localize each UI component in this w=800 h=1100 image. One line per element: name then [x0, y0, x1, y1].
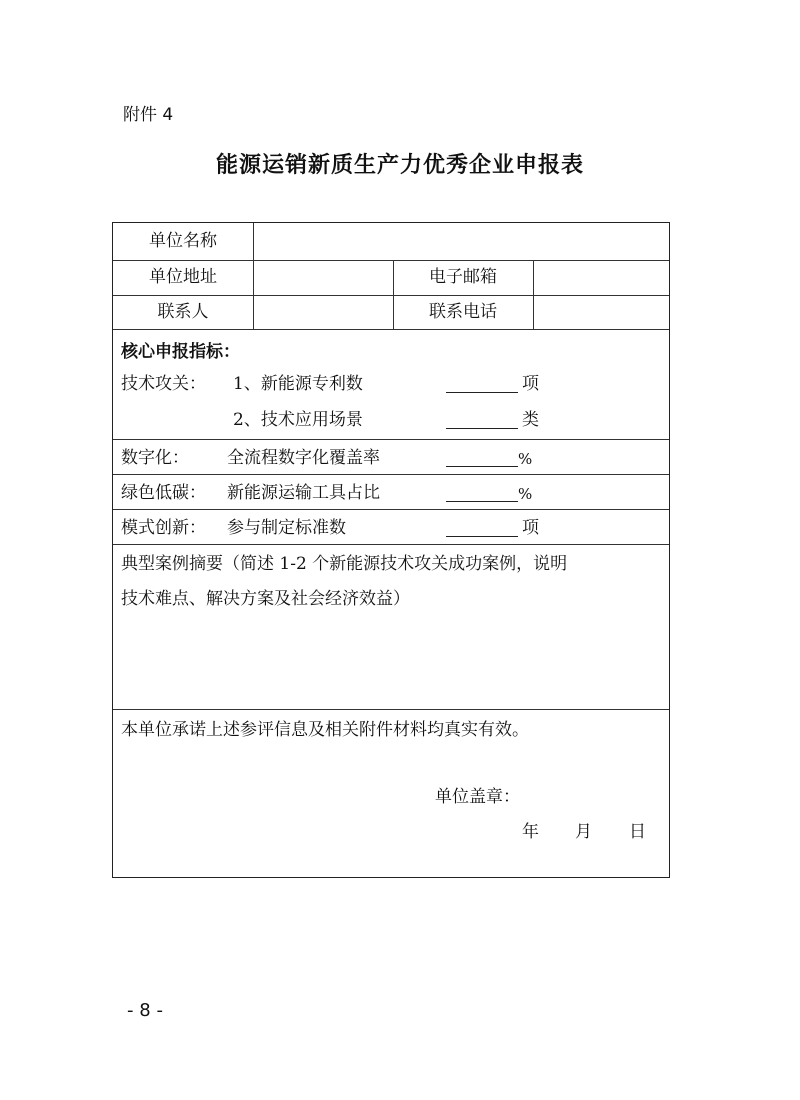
- row-divider: [113, 329, 669, 330]
- row-divider: [113, 295, 669, 296]
- digital-coverage-blank[interactable]: [446, 466, 518, 467]
- seal-label: 单位盖章：: [435, 787, 520, 807]
- date-year-label: 年: [522, 822, 539, 842]
- page-number: - 8 -: [127, 1000, 163, 1021]
- row-divider: [113, 709, 669, 710]
- application-form: [112, 222, 670, 878]
- row-divider: [113, 260, 669, 261]
- commitment-statement: 本单位承诺上述参评信息及相关附件材料均真实有效。: [121, 720, 529, 740]
- email-field[interactable]: [535, 262, 669, 294]
- green-ratio-blank[interactable]: [446, 501, 518, 502]
- col-divider: [253, 223, 254, 329]
- contact-phone-field[interactable]: [535, 297, 669, 328]
- application-scenarios-blank[interactable]: [446, 428, 518, 429]
- unit-address-label: 单位地址: [149, 267, 217, 287]
- green-item-label: 新能源运输工具占比: [227, 483, 380, 503]
- digital-item-label: 全流程数字化覆盖率: [227, 448, 380, 468]
- core-indicators-heading: 核心申报指标：: [121, 342, 240, 362]
- case-summary-line2: 技术难点、解决方案及社会经济效益）: [121, 589, 410, 609]
- tech-item2-unit: 类: [522, 410, 539, 430]
- col-divider: [533, 260, 534, 329]
- standards-count-blank[interactable]: [446, 536, 518, 537]
- innovation-item-label: 参与制定标准数: [227, 518, 346, 538]
- contact-phone-label: 联系电话: [429, 302, 497, 322]
- innovation-unit: 项: [522, 518, 539, 538]
- date-month-label: 月: [575, 822, 592, 842]
- tech-label: 技术攻关：: [121, 374, 206, 394]
- case-summary-area[interactable]: [115, 615, 667, 707]
- tech-item1-unit: 项: [522, 374, 539, 394]
- row-divider: [113, 509, 669, 510]
- unit-name-field[interactable]: [255, 224, 669, 259]
- unit-address-field[interactable]: [255, 262, 392, 294]
- email-label: 电子邮箱: [429, 267, 497, 287]
- row-divider: [113, 439, 669, 440]
- contact-person-label: 联系人: [157, 302, 209, 322]
- unit-name-label: 单位名称: [149, 231, 217, 251]
- digital-unit: %: [518, 450, 533, 468]
- digital-label: 数字化：: [121, 448, 189, 468]
- contact-person-field[interactable]: [255, 297, 392, 328]
- patent-count-blank[interactable]: [446, 392, 518, 393]
- green-unit: %: [518, 485, 533, 503]
- form-title: 能源运销新质生产力优秀企业申报表: [215, 152, 584, 178]
- green-label: 绿色低碳：: [121, 483, 206, 503]
- tech-item1-label: 1、新能源专利数: [233, 374, 363, 394]
- attachment-label: 附件 4: [123, 105, 174, 125]
- innovation-label: 模式创新：: [121, 518, 206, 538]
- row-divider: [113, 474, 669, 475]
- row-divider: [113, 544, 669, 545]
- tech-item2-label: 2、技术应用场景: [233, 410, 363, 430]
- date-day-label: 日: [629, 822, 646, 842]
- case-summary-line1: 典型案例摘要（简述 1-2 个新能源技术攻关成功案例，说明: [121, 554, 568, 574]
